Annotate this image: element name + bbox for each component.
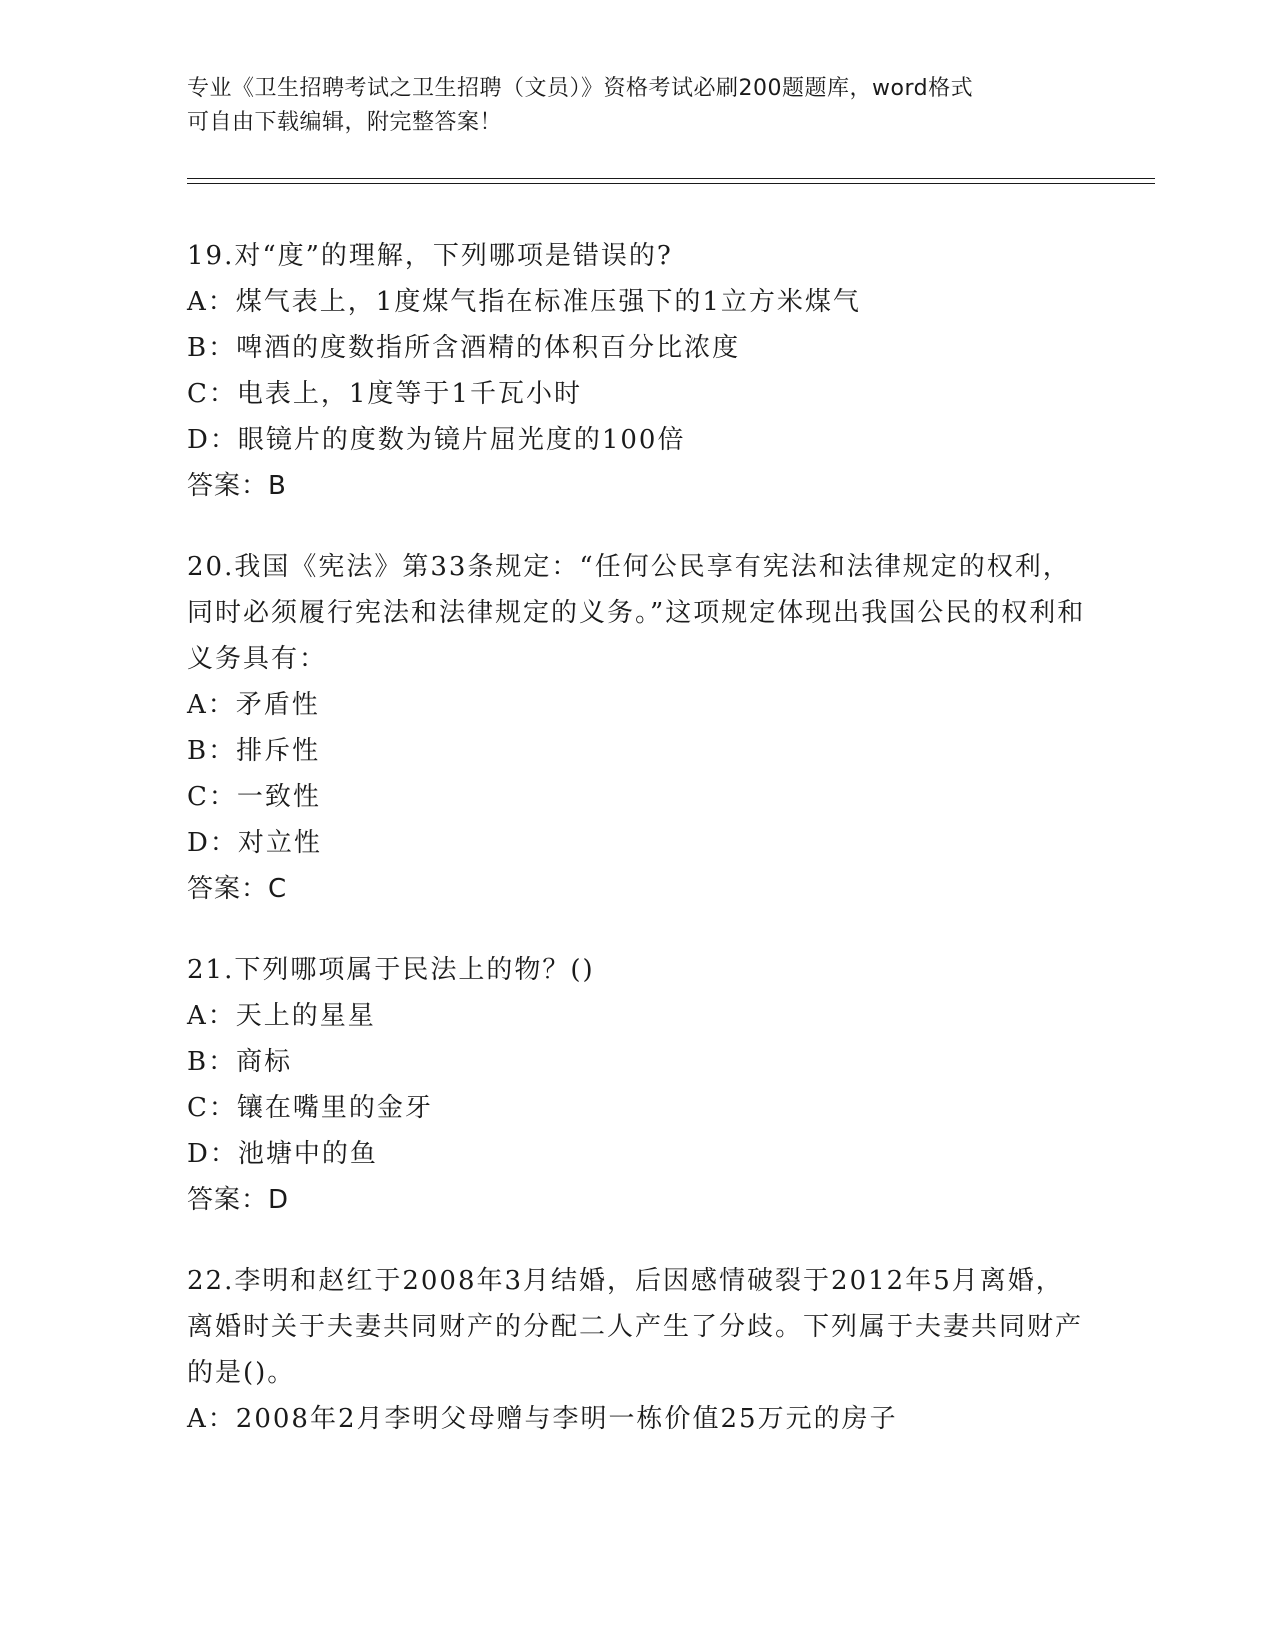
question-22 [187,1258,1087,1442]
header-divider [187,178,1155,179]
answer: 答案：C [187,874,288,904]
option-a: A：2008年2月李明父母赠与李明一栋价值25万元的房子 [187,1404,898,1434]
answer: 答案：B [187,471,287,501]
option-c: C：镶在嘴里的金牙 [187,1093,433,1123]
option-c: C：电表上，1度等于1千瓦小时 [187,379,582,409]
header-line-2: 可自由下载编辑，附完整答案！ [187,110,503,135]
option-d: D：眼镜片的度数为镜片屈光度的100倍 [187,425,686,455]
document-header [187,72,1067,140]
header-line-1: 专业《卫生招聘考试之卫生招聘（文员）》资格考试必刷200题题库，word格式 [187,76,974,101]
question-stem: 21.下列哪项属于民法上的物？() [187,955,595,985]
question-20 [187,544,1087,912]
option-b: B：商标 [187,1047,293,1077]
question-19 [187,233,1087,509]
option-d: D：池塘中的鱼 [187,1139,378,1169]
option-b: B：啤酒的度数指所含酒精的体积百分比浓度 [187,333,741,363]
question-stem: 19.对“度”的理解，下列哪项是错误的? [187,241,673,271]
option-c: C：一致性 [187,782,321,812]
question-stem: 22.李明和赵红于2008年3月结婚，后因感情破裂于2012年5月离婚，离婚时关于夫妻共同财产的分配二人产生了分歧。下列属于夫妻共同财产的是()。 [187,1266,1084,1388]
option-a: A：天上的星星 [187,1001,376,1031]
question-21 [187,947,1087,1223]
question-stem: 20.我国《宪法》第33条规定：“任何公民享有宪法和法律规定的权利，同时必须履行宪法和法律规定的义务。”这项规定体现出我国公民的权利和义务具有： [187,552,1086,674]
option-a: A：煤气表上，1度煤气指在标准压强下的1立方米煤气 [187,287,861,317]
question-list [187,233,1087,1477]
answer: 答案：D [187,1185,290,1215]
option-a: A：矛盾性 [187,690,320,720]
header-divider-double [187,183,1155,184]
option-d: D：对立性 [187,828,322,858]
option-b: B：排斥性 [187,736,321,766]
